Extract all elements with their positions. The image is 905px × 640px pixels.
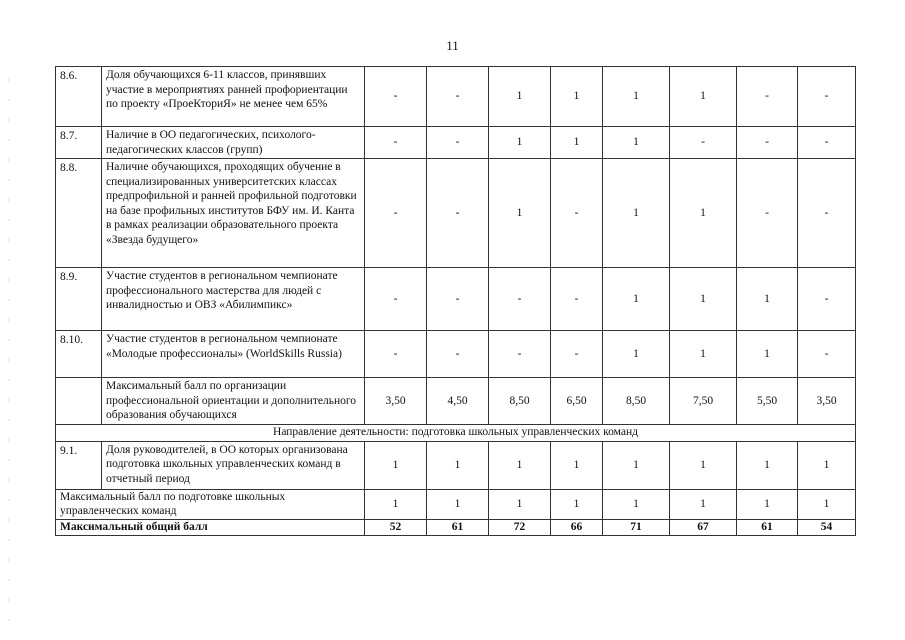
value-cell: - — [798, 331, 856, 378]
value-cell: - — [365, 127, 427, 159]
value-cell: 1 — [551, 441, 603, 489]
value-cell: 61 — [427, 519, 489, 535]
row-description: Участие студентов в региональном чемпионате профессионального мастерства для людей с инвалидностью и ОВЗ «Абилимпикс» — [102, 268, 365, 331]
value-cell: - — [737, 127, 798, 159]
value-cell: 52 — [365, 519, 427, 535]
value-cell: 1 — [603, 67, 670, 127]
value-cell: - — [737, 159, 798, 268]
value-cell: 1 — [670, 159, 737, 268]
value-cell: - — [551, 268, 603, 331]
value-cell: - — [551, 159, 603, 268]
value-cell: 3,50 — [365, 378, 427, 425]
value-cell: 1 — [737, 489, 798, 519]
value-cell: 1 — [737, 441, 798, 489]
page-number: 11 — [446, 38, 459, 53]
value-cell: - — [551, 331, 603, 378]
table-row — [56, 331, 856, 378]
value-cell: 1 — [489, 489, 551, 519]
value-cell: 1 — [670, 489, 737, 519]
value-cell: 3,50 — [798, 378, 856, 425]
value-cell: 1 — [670, 441, 737, 489]
row-description: Максимальный балл по организации профессиональной ориентации и дополнительного образования обучающихся — [102, 378, 365, 425]
table-row — [56, 159, 856, 268]
value-cell: 72 — [489, 519, 551, 535]
value-cell: 8,50 — [603, 378, 670, 425]
value-cell: - — [489, 331, 551, 378]
value-cell: - — [365, 331, 427, 378]
value-cell: 1 — [603, 268, 670, 331]
value-cell: - — [427, 331, 489, 378]
value-cell: 7,50 — [670, 378, 737, 425]
value-cell: - — [365, 268, 427, 331]
value-cell: 4,50 — [427, 378, 489, 425]
value-cell: - — [737, 67, 798, 127]
value-cell: 1 — [737, 331, 798, 378]
value-cell: 1 — [603, 159, 670, 268]
value-cell: 1 — [365, 441, 427, 489]
scan-margin-dots — [8, 70, 10, 630]
row-number: 8.8. — [56, 159, 102, 268]
value-cell: 1 — [365, 489, 427, 519]
value-cell: 1 — [551, 67, 603, 127]
value-cell: 1 — [551, 127, 603, 159]
value-cell: - — [798, 127, 856, 159]
value-cell: - — [489, 268, 551, 331]
value-cell: 1 — [551, 489, 603, 519]
row-description: Наличие обучающихся, проходящих обучение в специализированных университетских классах предпрофильной и ранней профильной подготовки на базе профильных институтов БФУ им. И. Канта в рамках реализации образовательного проекта «Звезда будущего» — [102, 159, 365, 268]
table-row — [56, 378, 856, 425]
value-cell: 1 — [489, 441, 551, 489]
value-cell: - — [798, 268, 856, 331]
row-number: 8.6. — [56, 67, 102, 127]
value-cell: - — [365, 159, 427, 268]
subtotal-label: Максимальный балл по подготовке школьных управленческих команд — [56, 489, 365, 519]
value-cell: 1 — [603, 127, 670, 159]
value-cell: 1 — [489, 159, 551, 268]
value-cell: - — [670, 127, 737, 159]
table-row — [56, 441, 856, 489]
value-cell: - — [427, 127, 489, 159]
section-header-row — [56, 424, 856, 441]
value-cell: 6,50 — [551, 378, 603, 425]
value-cell: 1 — [670, 331, 737, 378]
value-cell: - — [427, 159, 489, 268]
criteria-table — [55, 66, 856, 536]
value-cell: 71 — [603, 519, 670, 535]
value-cell: 67 — [670, 519, 737, 535]
value-cell: 1 — [798, 441, 856, 489]
row-number: 8.9. — [56, 268, 102, 331]
table-body — [56, 67, 856, 536]
value-cell: - — [427, 67, 489, 127]
total-row — [56, 519, 856, 535]
value-cell: 5,50 — [737, 378, 798, 425]
value-cell: 1 — [737, 268, 798, 331]
value-cell: - — [427, 268, 489, 331]
row-description: Доля руководителей, в ОО которых организована подготовка школьных управленческих команд в отчетный период — [102, 441, 365, 489]
value-cell: 61 — [737, 519, 798, 535]
value-cell: 54 — [798, 519, 856, 535]
table-row — [56, 127, 856, 159]
value-cell: 8,50 — [489, 378, 551, 425]
value-cell: - — [365, 67, 427, 127]
value-cell: 1 — [603, 331, 670, 378]
row-number — [56, 378, 102, 425]
value-cell: 1 — [798, 489, 856, 519]
value-cell: 1 — [670, 67, 737, 127]
row-description: Участие студентов в региональном чемпионате «Молодые профессионалы» (WorldSkills Russia) — [102, 331, 365, 378]
value-cell: 1 — [427, 441, 489, 489]
row-number: 9.1. — [56, 441, 102, 489]
total-label: Максимальный общий балл — [56, 519, 365, 535]
subtotal-row — [56, 489, 856, 519]
value-cell: 1 — [489, 127, 551, 159]
value-cell: 1 — [427, 489, 489, 519]
value-cell: 1 — [670, 268, 737, 331]
table-row — [56, 67, 856, 127]
value-cell: 1 — [603, 489, 670, 519]
section-title: Направление деятельности: подготовка школьных управленческих команд — [56, 424, 856, 441]
value-cell: 1 — [603, 441, 670, 489]
value-cell: - — [798, 67, 856, 127]
row-description: Наличие в ОО педагогических, психолого-педагогических классов (групп) — [102, 127, 365, 159]
value-cell: 1 — [489, 67, 551, 127]
value-cell: 66 — [551, 519, 603, 535]
value-cell: - — [798, 159, 856, 268]
table-row — [56, 268, 856, 331]
row-description: Доля обучающихся 6-11 классов, принявших участие в мероприятиях ранней профориентации по проекту «ПроеКториЯ» не менее чем 65% — [102, 67, 365, 127]
row-number: 8.10. — [56, 331, 102, 378]
row-number: 8.7. — [56, 127, 102, 159]
